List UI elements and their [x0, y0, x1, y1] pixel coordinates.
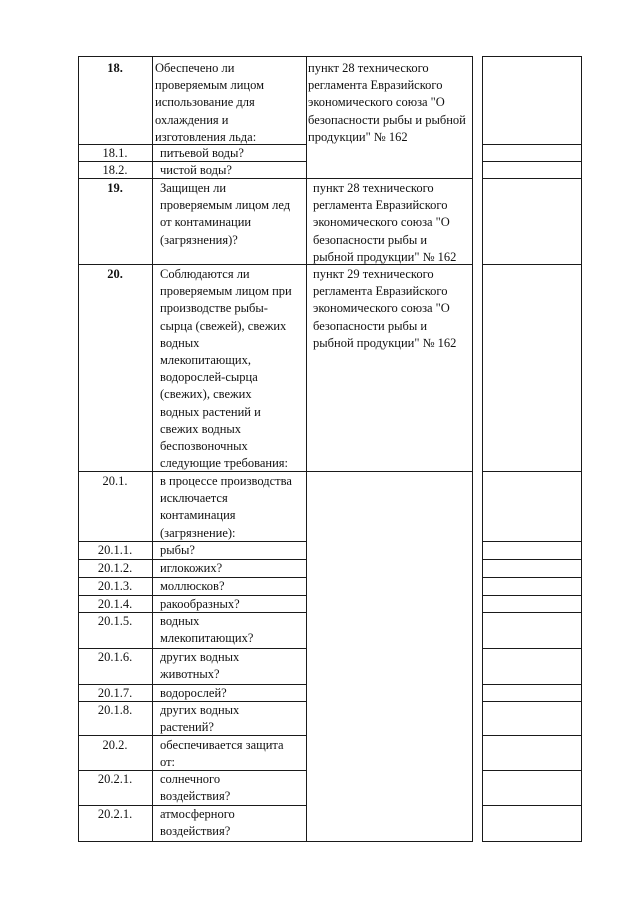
- item-number: 20.1.: [102, 474, 128, 488]
- item-number: 20.2.1.: [97, 807, 133, 821]
- answer-row-separator: [482, 178, 582, 179]
- answer-row-separator: [482, 161, 582, 162]
- item-question: водных млекопитающих?: [160, 614, 254, 646]
- answer-row-separator: [482, 648, 582, 649]
- item-number: 20.1.5.: [97, 614, 133, 628]
- item-reference: пункт 28 технического регламента Евразийского экономического союза "О безопасности рыбы и рыбной продукции" № 162: [313, 181, 457, 264]
- table-divider-question: [306, 56, 307, 842]
- item-question: Обеспечено ли проверяемым лицом использование для охлаждения и изготовления льда:: [155, 61, 264, 144]
- item-question: Защищен ли проверяемым лицом лед от контаминации (загрязнения)?: [160, 181, 291, 247]
- item-question: чистой воды?: [160, 163, 232, 177]
- item-number: 20.1.3.: [97, 579, 133, 593]
- item-number: 20.1.2.: [97, 561, 133, 575]
- item-number: 19.: [107, 181, 123, 195]
- item-question: иглокожих?: [160, 561, 223, 575]
- item-question: водорослей?: [160, 686, 227, 700]
- item-question: других водных животных?: [160, 650, 240, 682]
- item-question: обеспечивается защита от:: [160, 738, 284, 770]
- answer-border-bottom: [482, 841, 582, 842]
- item-number: 20.2.1.: [97, 772, 133, 786]
- item-number: 20.1.6.: [97, 650, 133, 664]
- answer-row-separator: [482, 577, 582, 578]
- item-question: питьевой воды?: [160, 146, 244, 160]
- item-number: 20.1.7.: [97, 686, 133, 700]
- answer-row-separator: [482, 471, 582, 472]
- answer-row-separator: [482, 264, 582, 265]
- item-question: ракообразных?: [160, 597, 240, 611]
- answer-row-separator: [482, 559, 582, 560]
- item-question: в процессе производства исключается контаминация (загрязнение):: [160, 474, 292, 540]
- item-question: рыбы?: [160, 543, 195, 557]
- answer-row-separator: [482, 735, 582, 736]
- answer-row-separator: [482, 770, 582, 771]
- item-number: 20.2.: [102, 738, 128, 752]
- item-number: 18.: [107, 61, 123, 75]
- table-border-top: [78, 56, 473, 57]
- item-number: 18.2.: [102, 163, 128, 177]
- answer-row-separator: [482, 595, 582, 596]
- item-reference: пункт 29 технического регламента Евразийского экономического союза "О безопасности рыбы и рыбной продукции" № 162: [313, 267, 457, 350]
- answer-row-separator: [482, 541, 582, 542]
- answer-border-top: [482, 56, 582, 57]
- answer-row-separator: [482, 144, 582, 145]
- item-number: 20.1.8.: [97, 703, 133, 717]
- table-border-bottom: [78, 841, 473, 842]
- answer-border-right: [581, 56, 582, 842]
- table-border-ref-right: [472, 56, 473, 842]
- item-question: моллюсков?: [160, 579, 225, 593]
- table-divider-num: [152, 56, 153, 842]
- answer-row-separator: [482, 684, 582, 685]
- item-reference: пункт 28 технического регламента Евразийского экономического союза "О безопасности рыбы и рыбной продукции" № 162: [308, 61, 466, 144]
- item-question: других водных растений?: [160, 703, 240, 735]
- item-number: 20.: [107, 267, 123, 281]
- item-question: солнечного воздействия?: [160, 772, 231, 804]
- item-question: Соблюдаются ли проверяемым лицом при производстве рыбы- сырца (свежей), свежих водных млекопитающих, водорослей-сырца (свежих), свежих водных растений и свежих водных беспозвоночных следующие требования:: [160, 267, 292, 471]
- item-question: атмосферного воздействия?: [160, 807, 235, 839]
- answer-border-left: [482, 56, 483, 842]
- item-number: 20.1.4.: [97, 597, 133, 611]
- answer-row-separator: [482, 805, 582, 806]
- answer-row-separator: [482, 612, 582, 613]
- item-number: 20.1.1.: [97, 543, 133, 557]
- item-number: 18.1.: [102, 146, 128, 160]
- answer-row-separator: [482, 701, 582, 702]
